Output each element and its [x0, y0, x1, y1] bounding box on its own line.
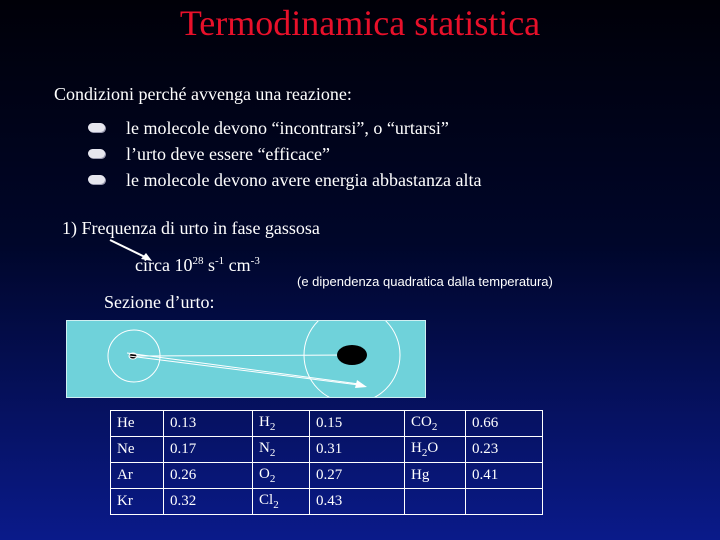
- table-cell: Kr: [111, 489, 164, 515]
- table-cell: $H_2O$: [405, 437, 466, 463]
- table-cell: $N_2$: [253, 437, 310, 463]
- table-cell: $CO_2$: [405, 411, 466, 437]
- cross-section-diagram: [66, 320, 426, 398]
- table-row: [111, 489, 543, 515]
- table-cell: 0.27: [310, 463, 405, 489]
- table-cell: 0.13: [164, 411, 253, 437]
- table-cell: $O_2$: [253, 463, 310, 489]
- table-cell: 0.66: [466, 411, 543, 437]
- table-row: [111, 411, 543, 437]
- table-cell: Ar: [111, 463, 164, 489]
- table-cell: [466, 489, 543, 515]
- table-row: [111, 437, 543, 463]
- table-cell: Hg: [405, 463, 466, 489]
- table-cell: 0.23: [466, 437, 543, 463]
- bullet-text: le molecole devono “incontrarsi”, o “urtarsi”: [126, 118, 449, 138]
- collision-frequency-value: circa $10^{28}$ $s^{-1}$ $cm^{-3}$: [135, 255, 260, 275]
- table-row: [111, 463, 543, 489]
- table-cell: $H_2$: [253, 411, 310, 437]
- conditions-heading: Condizioni perché avvenga una reazione:: [54, 84, 352, 104]
- table-cell: $Cl_2$: [253, 489, 310, 515]
- table-cell: 0.26: [164, 463, 253, 489]
- table-cell: [405, 489, 466, 515]
- table-body: [111, 411, 543, 515]
- collision-diagram: [67, 321, 425, 397]
- temperature-note: (e dipendenza quadratica dalla temperatura): [297, 274, 553, 289]
- bullet-text: le molecole devono avere energia abbastanza alta: [126, 170, 482, 190]
- cross-section-label: Sezione d’urto:: [104, 292, 215, 312]
- table-cell: 0.17: [164, 437, 253, 463]
- table-cell: Ne: [111, 437, 164, 463]
- table-cell: 0.43: [310, 489, 405, 515]
- cross-section-table: [110, 410, 543, 515]
- table-cell: 0.15: [310, 411, 405, 437]
- bullet-text: l’urto deve essere “efficace”: [126, 144, 331, 164]
- table-cell: 0.41: [466, 463, 543, 489]
- table-cell: 0.31: [310, 437, 405, 463]
- table-cell: 0.32: [164, 489, 253, 515]
- table-cell: He: [111, 411, 164, 437]
- collision-frequency-heading: 1) Frequenza di urto in fase gassosa: [62, 218, 320, 238]
- slide-title: Termodinamica statistica: [179, 3, 541, 43]
